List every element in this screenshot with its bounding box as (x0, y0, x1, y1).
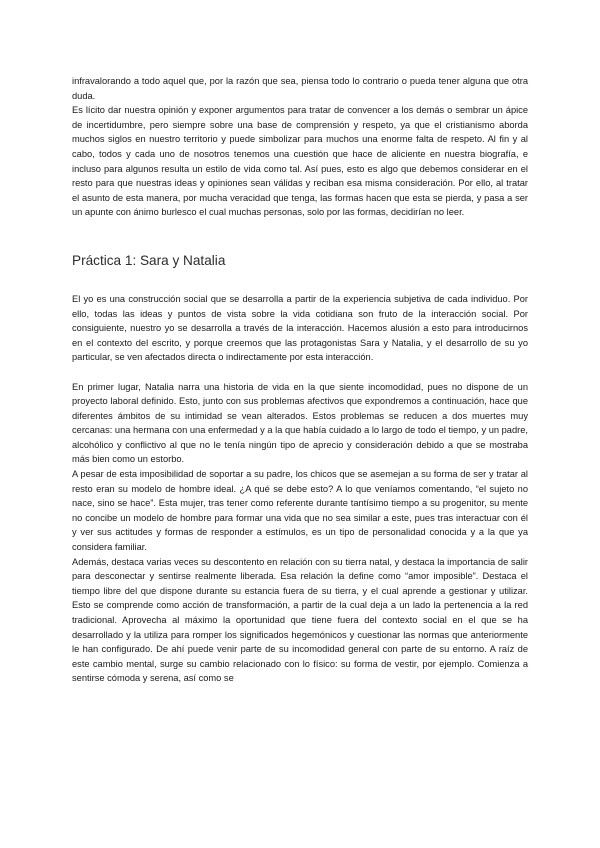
intro-paragraph-1: infravalorando a todo aquel que, por la razón que sea, piensa todo lo contrario o pueda tener alguna que otra duda. (72, 76, 528, 101)
section-paragraph-3: A pesar de esta imposibilidad de soportar a su padre, los chicos que se asemejan a su forma de ser y tratar al resto eran su modelo de hombre ideal. ¿A qué se debe esto? A lo que veníamos comentando, “el sujeto no nace, sino se hace”. Esta mujer, tras tener como referente durante tantísimo tiempo a su progenitor, su mente no concibe un modelo de hombre para formar una vida que no sea similar a este, pues tras interactuar con él y ver sus actitudes y formas de responder a estímulos, es un tipo de personalidad conocida y a la que ya considera familiar. (72, 469, 528, 553)
section-heading: Práctica 1: Sara y Natalia (72, 252, 226, 268)
section-paragraph-2: En primer lugar, Natalia narra una historia de vida en la que siente incomodidad, pues no dispone de un proyecto laboral definido. Esto, junto con sus problemas afectivos que expondremos a continuación, hace que diferentes ámbitos de su intimidad se vean alterados. Estos problemas se reducen a dos muertes muy cercanas: una hermana con una enfermedad y a la que había cuidado a lo largo de todo el tiempo, y un padre, alcohólico y conflictivo al que no le tenía ningún tipo de aprecio y consideración debido a que se mostraba más bien como un estorbo. (72, 381, 528, 465)
section-paragraph-1: El yo es una construcción social que se desarrolla a partir de la experiencia subjetiva de cada individuo. Por ello, todas las ideas y puntos de vista sobre la vida cotidiana son fruto de la interacción social. Por consiguiente, nuestro yo se desarrolla a través de la interacción. Hacemos alusión a esto para introducirnos en el contexto del escrito, y porque creemos que las protagonistas Sara y Natalia, y el desarrollo de su yo particular, se ven afectados directa o indirectamente por esta interacción. (72, 293, 528, 363)
intro-paragraph-2: Es lícito dar nuestra opinión y exponer argumentos para tratar de convencer a los demás o sembrar un ápice de incertidumbre, pero siempre sobre una base de comprensión y respeto, ya que el cristianismo aborda muchos siglos en nuestro territorio y puede simbolizar para muchos una enorme falta de respeto. Al fin y al cabo, todos y cada uno de nosotros tenemos una cuestión que hace de aliciente en nuestra biografía, e incluso para algunos resulta un estilo de vida como tal. Así pues, esto es algo que debemos considerar en el resto para que nuestras ideas y opiniones sean válidas y reciban esa misma consideración. Por ello, al tratar el asunto de esta manera, por mucha veracidad que tenga, las formas hacen que esta se pierda, y pasa a ser un apunte con ánimo burlesco el cual muchas personas, solo por las formas, decidirían no leer. (72, 105, 528, 218)
document-body (72, 74, 528, 686)
section-paragraph-4: Además, destaca varias veces su descontento en relación con su tierra natal, y destaca la importancia de salir para desconectar y sentirse realmente liberada. Esa relación la define como “amor imposible”. Destaca el tiempo libre del que dispone durante su estancia fuera de su tierra, y el cual aprende a gestionar y utilizar. Esto se comprende como acción de transformación, a partir de la cual deja a un lado la pertenencia a la red tradicional. Aprovecha al máximo la oportunidad que tiene fuera del contexto social en el que se ha desarrollado y la utiliza para romper los significados hegemónicos y cuestionar las normas que anteriormente le han configurado. De ahí puede venir parte de su incomodidad general con parte de su entorno. A raíz de este cambio mental, surge su cambio relacionado con lo físico: su forma de vestir, por ejemplo. Comienza a sentirse cómoda y serena, así como se (72, 556, 528, 684)
